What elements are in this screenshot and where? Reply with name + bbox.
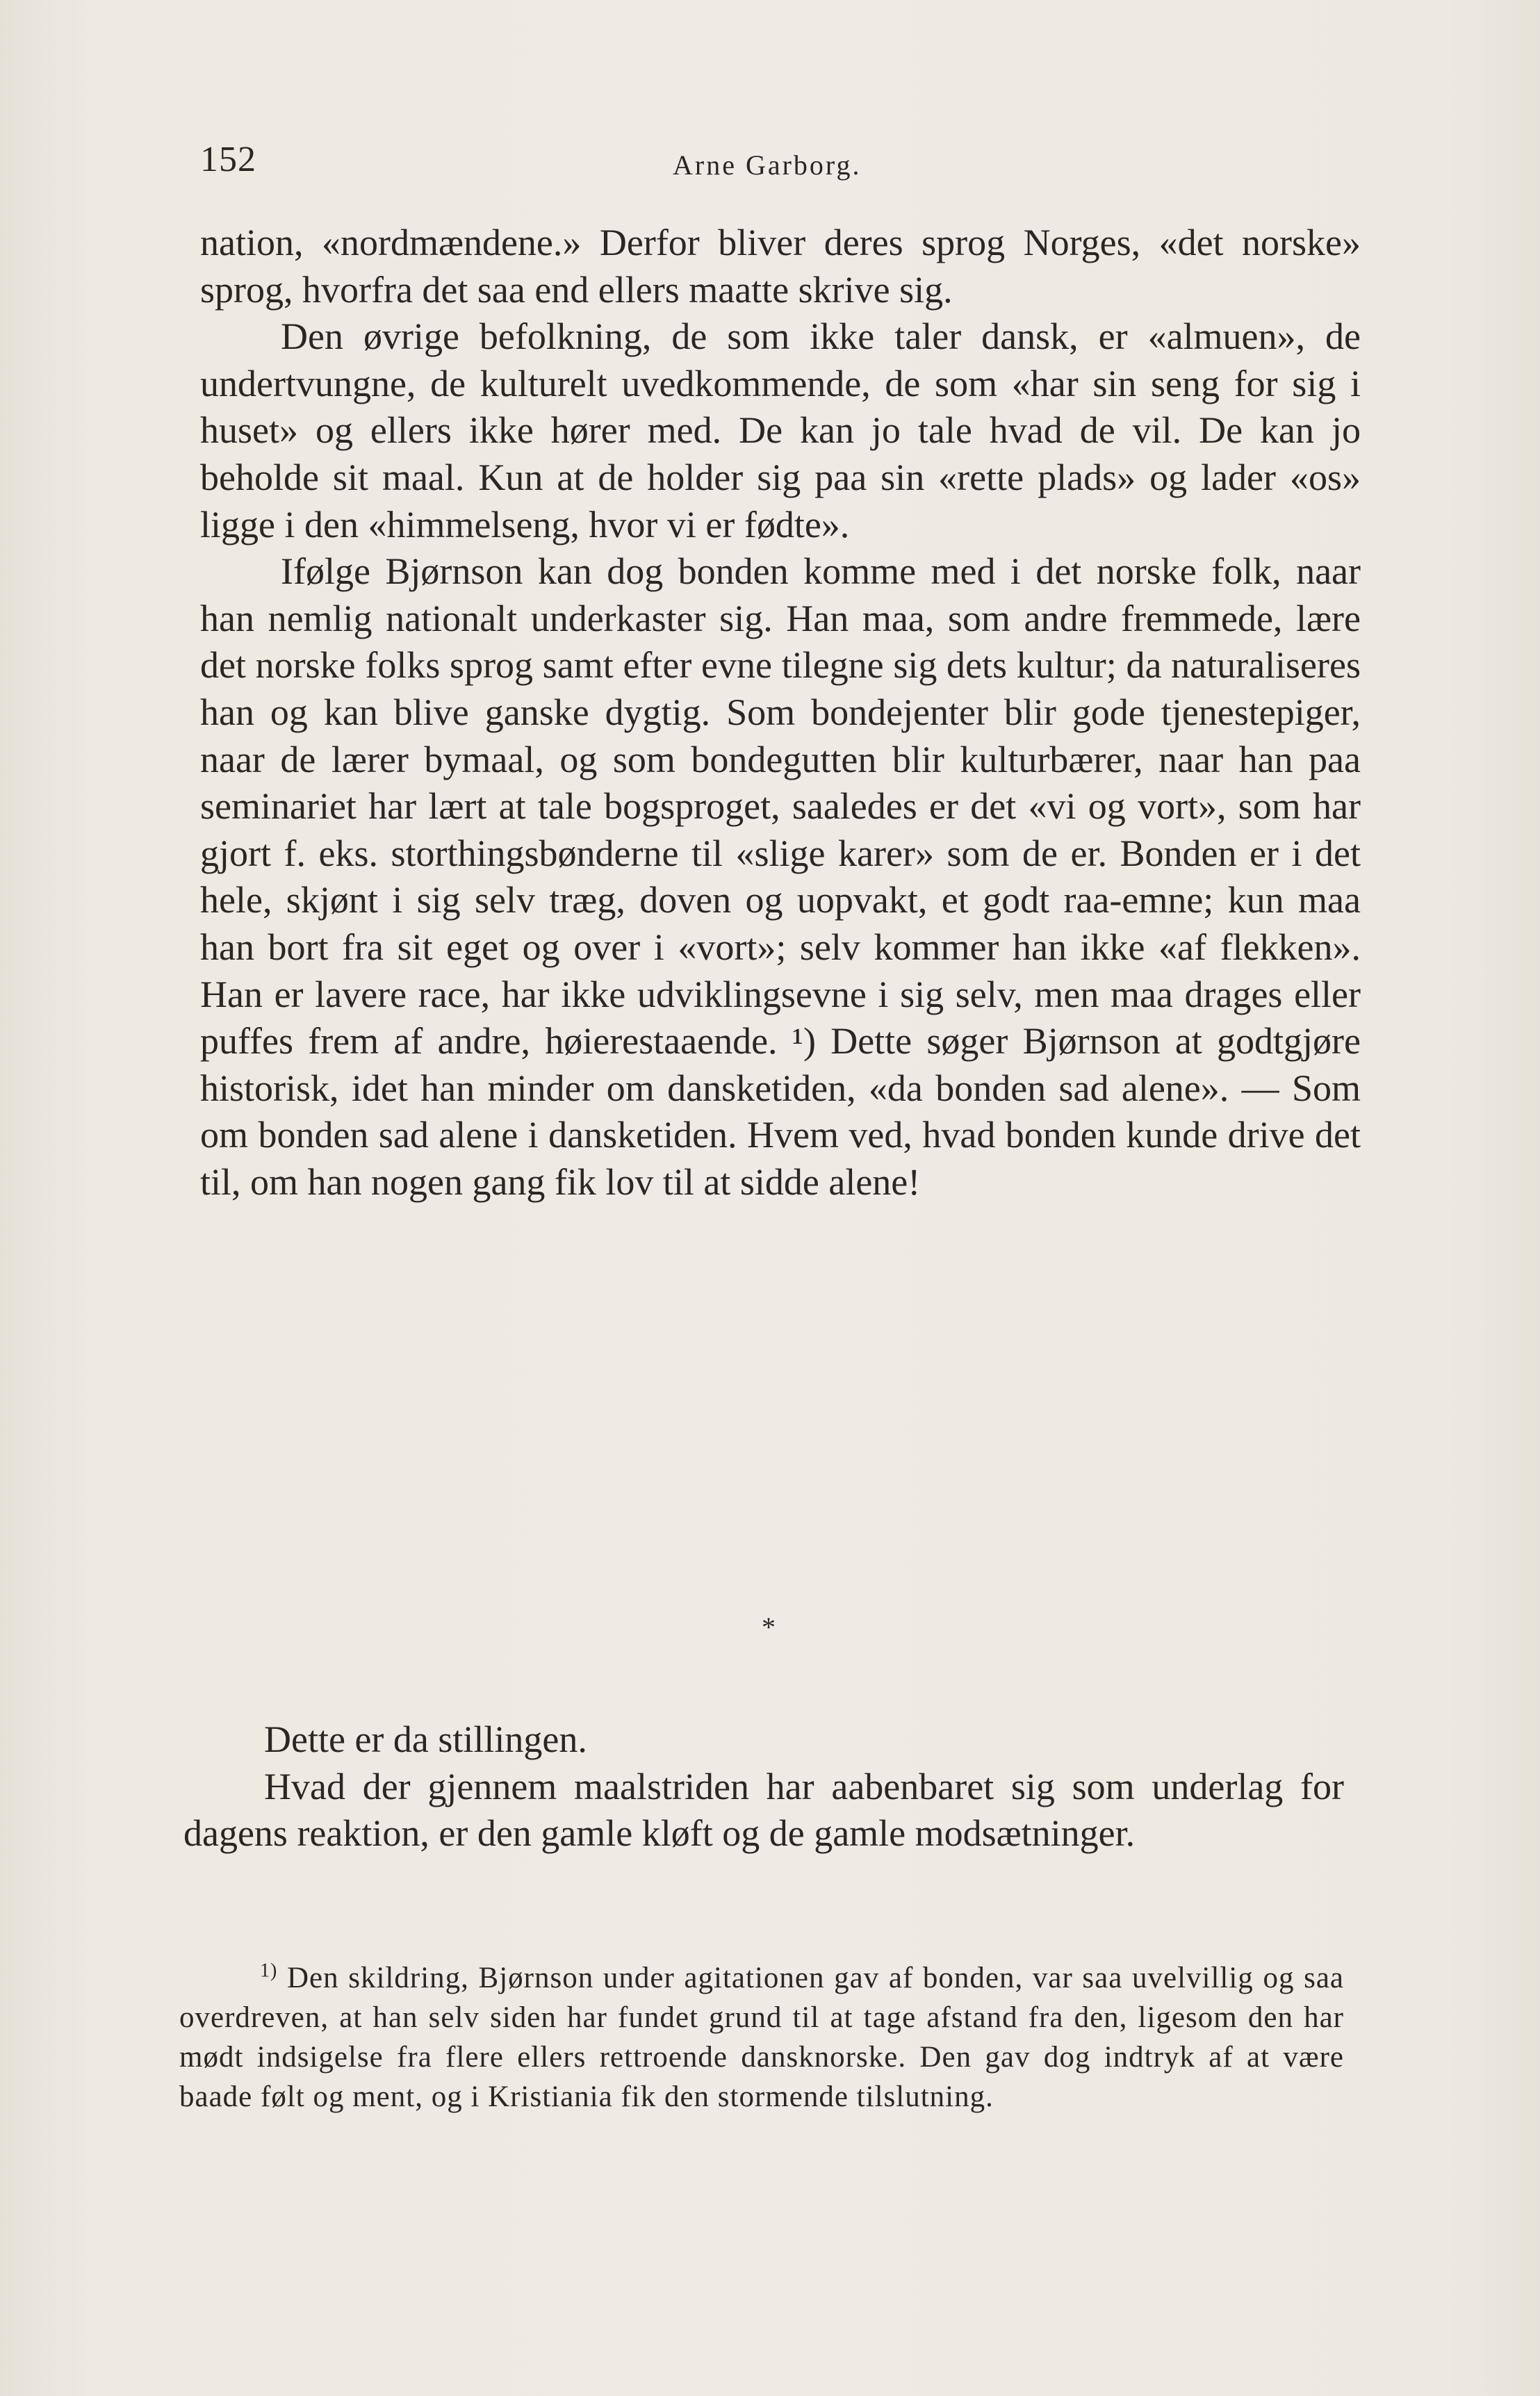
paragraph-2: Den øvrige befolkning, de som ikke taler dansk, er «almuen», de undertvungne, de kulturelt uvedkommende, de som «har sin seng for sig i huset» og ellers ikke hører med. De kan jo tale hvad de vil. De kan jo beholde sit maal. Kun at de holder sig paa sin «rette plads» og lader «os» ligge i den «himmelseng, hvor vi er fødte». — [200, 315, 1361, 545]
paragraph-4: Dette er da stillingen. — [264, 1718, 587, 1760]
section-break-asterisk: * — [762, 1611, 776, 1643]
running-head — [200, 139, 1361, 188]
footnote — [179, 1958, 1344, 2117]
after-break-text — [183, 1716, 1344, 1857]
footnote-mark: 1) — [260, 1960, 278, 1982]
running-title: Arne Garborg. — [673, 149, 862, 181]
page-number: 152 — [200, 140, 256, 179]
paragraph-1: nation, «nordmændene.» Derfor bliver deres sprog Norges, «det norske» sprog, hvorfra det saa end ellers maatte skrive sig. — [200, 222, 1361, 311]
main-text — [200, 220, 1361, 1206]
footnote-text: Den skildring, Bjørnson under agitationen gav af bonden, var saa uvelvillig og saa overdreven, at han selv siden har fundet grund til at tage afstand fra den, ligesom den har mødt indsigelse fra flere ellers rettroende dansknorske. Den gav dog indtryk af at være baade følt og ment, og i Kristiania fik den stormende tilslutning. — [179, 1962, 1345, 2113]
paragraph-5: Hvad der gjennem maalstriden har aabenbaret sig som underlag for dagens reaktion, er den gamle kløft og de gamle modsætninger. — [183, 1765, 1344, 1855]
footnotes — [179, 1958, 1344, 2117]
paragraph-3: Ifølge Bjørnson kan dog bonden komme med i det norske folk, naar han nemlig nationalt underkaster sig. Han maa, som andre fremmede, lære det norske folks sprog samt efter evne tilegne sig dets kultur; da naturaliseres han og kan blive ganske dygtig. Som bondejenter blir gode tjenestepiger, naar de lærer bymaal, og som bondegutten blir kulturbærer, naar han paa seminariet har lært at tale bogsproget, saaledes er det «vi og vort», som har gjort f. eks. storthingsbønderne til «slige karer» som de er. Bonden er i det hele, skjønt i sig selv træg, doven og uopvakt, et godt raa-emne; kun maa han bort fra sit eget og over i «vort»; selv kommer han ikke «af flekken». Han er lavere race, har ikke udviklingsevne i sig selv, men maa drages eller puffes frem af andre, høierestaaende. ¹) Dette søger Bjørnson at godtgjøre historisk, idet han minder om dansketiden, «da bonden sad alene». — Som om bonden sad alene i dansketiden. Hvem ved, hvad bonden kunde drive det til, om han nogen gang fik lov til at sidde alene! — [200, 550, 1361, 1203]
